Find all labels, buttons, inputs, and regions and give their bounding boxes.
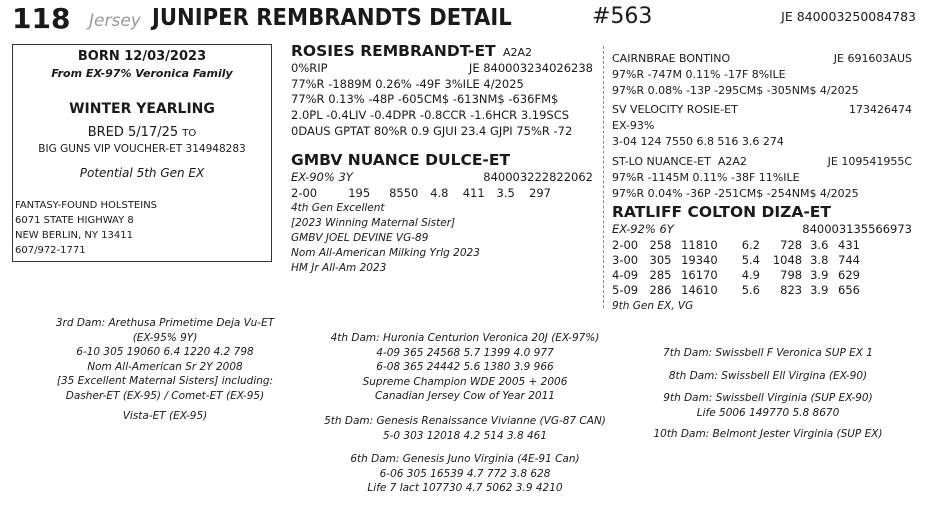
bred-line (13, 125, 271, 140)
record-cell: 1048 (772, 252, 803, 267)
third-dam-line: Vista-ET (EX-95) (122, 409, 208, 422)
service-sire: BIG GUNS VIP VOUCHER-ET 314948283 (38, 143, 246, 155)
third-dam-line: (EX-95% 9Y) (132, 331, 198, 344)
lot-number: 118 (12, 2, 71, 35)
dam-dam-class: EX-92% 6Y (612, 221, 674, 236)
sire-proof-line: 2.0PL -0.4LIV -0.4DPR -0.8CCR -1.6HCR 3.19SCS (291, 108, 570, 123)
dam-dam-record-row (612, 238, 860, 253)
divider (603, 46, 604, 308)
dam-note: Nom All-American Milking Yrlg 2023 (291, 246, 480, 259)
record-cell: 823 (780, 283, 803, 298)
dam-reg: 840003222822062 (483, 169, 593, 184)
sire-proof-line: 77%R -1889M 0.26% -49F 3%ILE 4/2025 (291, 76, 524, 91)
eighth-dam: 8th Dam: Swissbell Ell Virgina (EX-90) (668, 370, 868, 382)
sire-dam-class: EX-93% (612, 119, 655, 132)
record-cell: 297 (529, 185, 551, 200)
sixth-dam-line: Life 7 lact 107730 4.7 5062 3.9 4210 (367, 482, 563, 495)
dam-sire-name: ST-LO NUANCE-ET (612, 155, 711, 168)
dam-note: 4th Gen Excellent (291, 201, 385, 214)
record-cell: 14610 (681, 283, 718, 298)
record-cell: 411 (462, 185, 485, 200)
sire-genotype: A2A2 (502, 46, 532, 59)
record-cell: 286 (649, 283, 672, 298)
record-cell: 4.8 (430, 185, 449, 200)
animal-name: JUNIPER REMBRANDTS DETAIL (152, 5, 512, 31)
consignor-name: FANTASY-FOUND HOLSTEINS (15, 200, 158, 211)
third-dam-line: 6-10 305 19060 6.4 1220 4.2 798 (76, 346, 254, 359)
record-cell: 656 (838, 283, 860, 298)
record-cell: 3.5 (496, 185, 515, 200)
ninth-dam-line: 9th Dam: Swissbell Virginia (SUP EX-90) (663, 392, 873, 404)
dam-note: HM Jr All-Am 2023 (291, 261, 387, 274)
dam-sire-section (612, 154, 912, 202)
record-cell: 305 (649, 252, 672, 267)
dam-record-row (291, 186, 551, 201)
fourth-dam-line: 4th Dam: Huronia Centurion Veronica 20J (EX-97%) (330, 332, 600, 344)
fifth-dam-line: 5th Dam: Genesis Renaissance Vivianne (VG-87 CAN) (324, 415, 606, 427)
sixth-dam-block (315, 452, 615, 496)
sixth-dam-line: 6th Dam: Genesis Juno Virginia (4E-91 Can) (350, 453, 580, 465)
sire-dam-reg: 173426474 (849, 103, 912, 116)
record-cell: 2-00 (612, 237, 639, 252)
record-cell: 744 (838, 252, 860, 267)
fourth-dam-line: Supreme Champion WDE 2005 + 2006 (362, 375, 568, 388)
record-cell: 16170 (681, 268, 718, 283)
record-cell: 728 (780, 237, 803, 252)
sire-sire-line: 97%R 0.08% -13P -295CM$ -305NM$ 4/2025 (612, 84, 859, 97)
record-cell: 798 (780, 268, 803, 283)
sire-sire-line: 97%R -747M 0.11% -17F 8%ILE (612, 68, 786, 81)
born-date: BORN 12/03/2023 (77, 49, 207, 64)
bred-date: BRED 5/17/25 (87, 125, 179, 140)
record-cell: 5.4 (741, 252, 760, 267)
sire-proof-line: 0DAUS GPTAT 80%R 0.9 GJUI 23.4 GJPI 75%R -72 (291, 123, 573, 138)
record-cell: 4-09 (612, 268, 639, 283)
record-cell: 4.9 (741, 268, 760, 283)
record-cell: 19340 (681, 252, 718, 267)
fifth-dam-block (315, 414, 615, 443)
sire-name: ROSIES REMBRANDT-ET (291, 42, 496, 60)
tag-number: #563 (592, 4, 653, 29)
third-dam-line: 3rd Dam: Arethusa Primetime Deja Vu-ET (55, 317, 275, 329)
fourth-dam-line: Canadian Jersey Cow of Year 2011 (375, 390, 555, 403)
third-dam-block (30, 316, 300, 423)
record-cell: 3.6 (810, 237, 829, 252)
dam-record-table (291, 186, 551, 201)
third-dam-line: Dasher-ET (EX-95) / Comet-ET (EX-95) (65, 389, 265, 402)
seventh-dam: 7th Dam: Swissbell F Veronica SUP EX 1 (663, 347, 873, 359)
dam-dam-record-row (612, 268, 860, 283)
dam-dam-record-row (612, 253, 860, 268)
record-cell: 8550 (389, 185, 419, 200)
consignor-phone: 607/972-1771 (15, 245, 86, 256)
dam-dam-name: RATLIFF COLTON DIZA-ET (612, 203, 831, 221)
dam-note: [2023 Winning Maternal Sister] (291, 216, 456, 229)
dam-name: GMBV NUANCE DULCE-ET (291, 151, 511, 169)
sire-reg: JE 840003234026238 (468, 60, 593, 75)
record-cell: 11810 (681, 237, 718, 252)
record-cell: 3.9 (810, 268, 829, 283)
registration-number: JE 840003250084783 (781, 9, 916, 24)
record-cell: 5-09 (612, 283, 639, 298)
sire-sire-name: CAIRNBRAE BONTINO (612, 52, 731, 65)
record-cell: 3.8 (810, 252, 829, 267)
age-class: WINTER YEARLING (69, 101, 215, 117)
sire-dam-record: 3-04 124 7550 6.8 516 3.6 274 (612, 135, 784, 148)
dam-note: GMBV JOEL DEVINE VG-89 (291, 231, 429, 244)
record-cell: 629 (838, 268, 860, 283)
record-cell: 3.9 (810, 283, 829, 298)
tenth-dam: 10th Dam: Belmont Jester Virginia (SUP EX) (653, 428, 883, 440)
dam-class: EX-90% 3Y (291, 169, 353, 184)
sire-sire-reg: JE 691603AUS (833, 52, 912, 65)
third-dam-line: [35 Excellent Maternal Sisters] including: (56, 375, 274, 388)
sire-rip: 0%RIP (291, 60, 328, 75)
record-cell: 431 (838, 237, 860, 252)
ninth-dam-block (628, 391, 908, 420)
consignor-address: 6071 STATE HIGHWAY 8 (15, 215, 134, 226)
fourth-dam-line: 6-08 365 24442 5.6 1380 3.9 966 (376, 361, 554, 374)
dam-sire-line: 97%R 0.04% -36P -251CM$ -254NM$ 4/2025 (612, 187, 859, 200)
dam-dam-section (612, 205, 912, 315)
breed-label: Jersey (89, 11, 141, 31)
sire-proof-line: 77%R 0.13% -48P -605CM$ -613NM$ -636FM$ (291, 92, 559, 107)
dam-dam-record-table (612, 238, 860, 299)
sire-dam-name: SV VELOCITY ROSIE-ET (612, 103, 738, 116)
potential-line: Potential 5th Gen EX (79, 166, 205, 180)
sire-sire-section (612, 51, 912, 99)
record-cell: 195 (348, 185, 371, 200)
record-cell: 2-00 (291, 185, 318, 200)
info-box (12, 44, 272, 262)
dam-section (291, 153, 593, 276)
record-cell: 3-00 (612, 252, 639, 267)
sire-section (291, 44, 593, 140)
dam-dam-reg: 840003135566973 (802, 221, 912, 236)
fourth-dam-line: 4-09 365 24568 5.7 1399 4.0 977 (376, 346, 554, 359)
record-cell: 258 (649, 237, 672, 252)
fifth-dam-line: 5-0 303 12018 4.2 514 3.8 461 (382, 429, 548, 442)
record-cell: 5.6 (741, 283, 760, 298)
family-line: From EX-97% Veronica Family (51, 67, 233, 80)
sixth-dam-line: 6-06 305 16539 4.7 772 3.8 628 (379, 467, 551, 480)
dam-sire-genotype: A2A2 (717, 155, 747, 168)
bred-to-label: TO (182, 128, 197, 139)
third-dam-line: Nom All-American Sr 2Y 2008 (87, 360, 243, 373)
dam-dam-record-row (612, 283, 860, 298)
fourth-dam-block (315, 331, 615, 404)
dam-sire-line: 97%R -1145M 0.11% -38F 11%ILE (612, 171, 800, 184)
dam-sire-reg: JE 109541955C (827, 155, 912, 168)
dam-dam-note: 9th Gen EX, VG (612, 299, 694, 312)
ninth-dam-line: Life 5006 149770 5.8 8670 (696, 406, 840, 419)
record-cell: 285 (649, 268, 672, 283)
sire-dam-section (612, 102, 912, 150)
consignor-city: NEW BERLIN, NY 13411 (15, 230, 133, 241)
record-cell: 6.2 (741, 237, 760, 252)
